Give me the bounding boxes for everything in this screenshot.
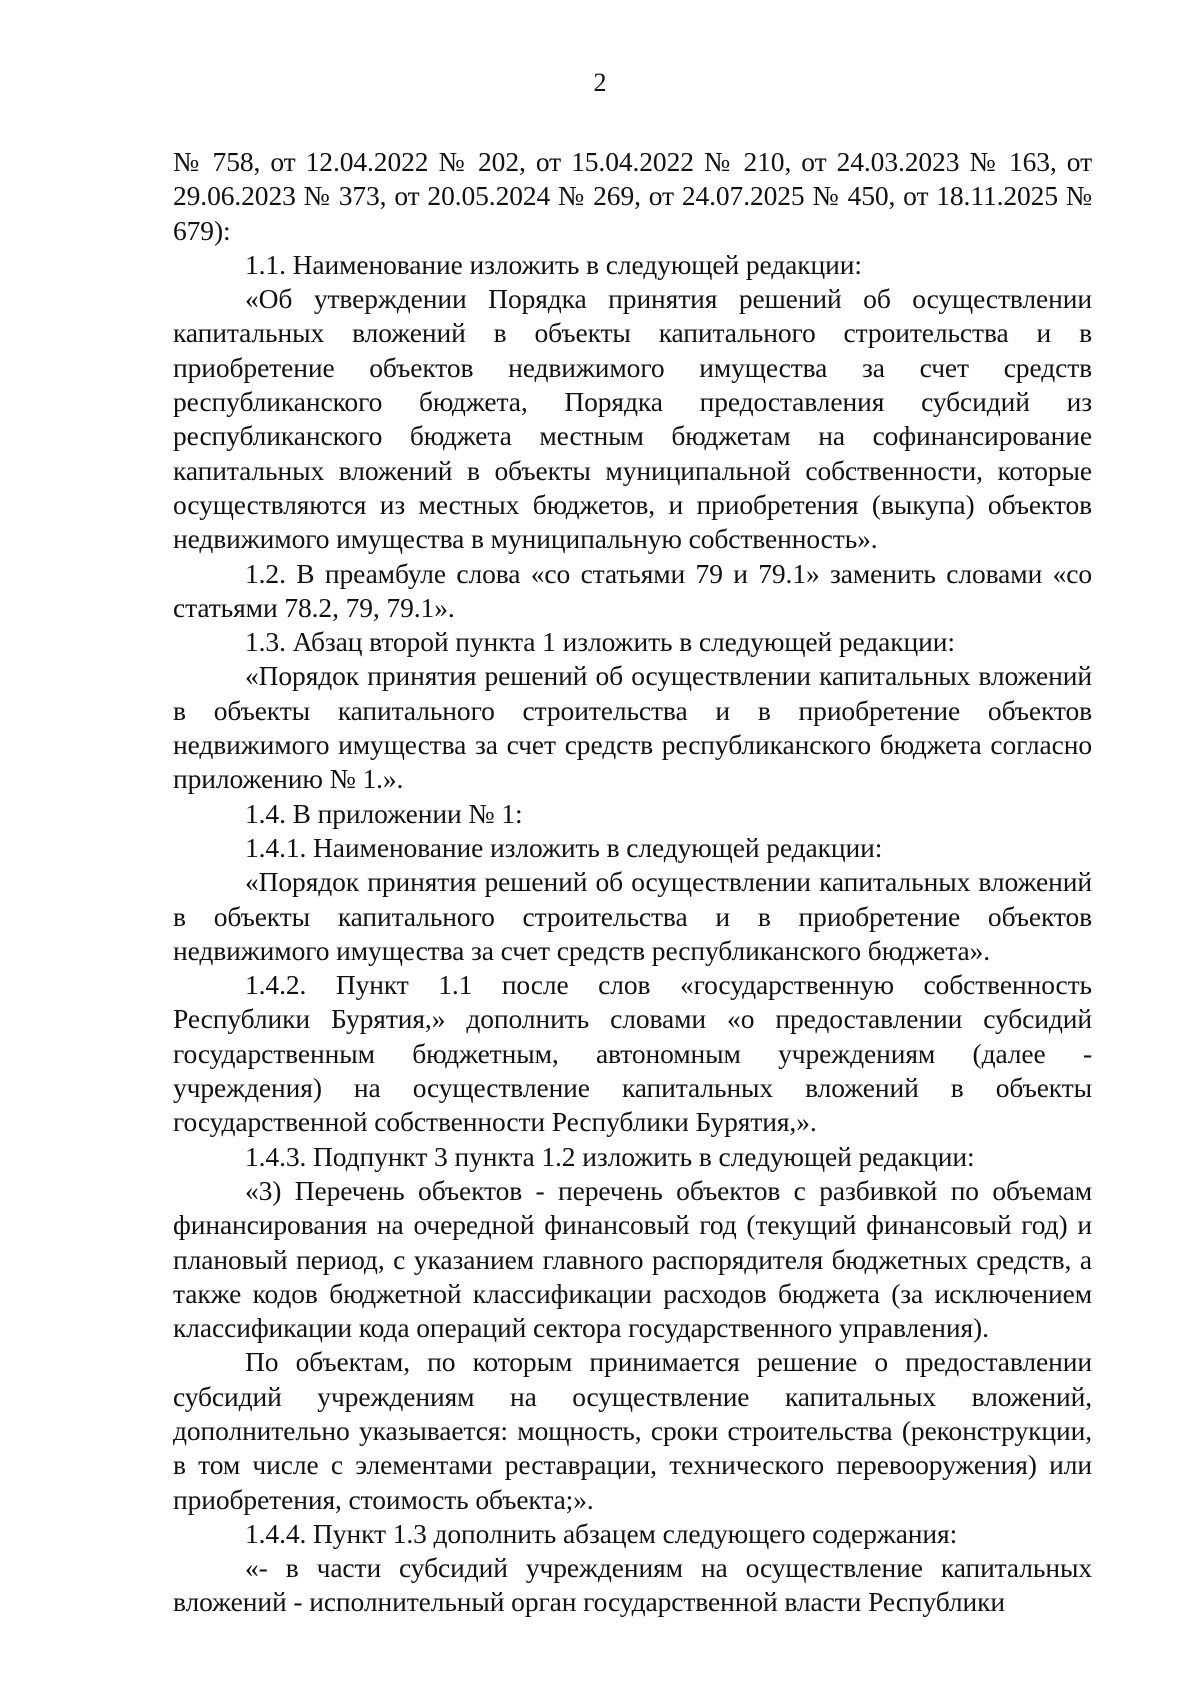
paragraph-1-4-3: 1.4.3. Подпункт 3 пункта 1.2 изложить в следующей редакции: xyxy=(245,1140,975,1172)
paragraph-1-1: 1.1. Наименование изложить в следующей редакции: xyxy=(245,248,862,280)
document-body xyxy=(173,145,1092,1620)
paragraph-1-4-2: 1.4.2. Пункт 1.1 после слов «государственную собственность Республики Бурятия,» дополнить словами «о предоставлении субсидий государственным бюджетным, автономным учреждениям (далее - учреждения) на осуществление капитальных вложений в объекты государственной собственности Республики Бурятия,». xyxy=(173,969,1092,1138)
paragraph-1-4-3-quote: «3) Перечень объектов - перечень объектов с разбивкой по объемам финансирования на очередной финансовый год (текущий финансовый год) и плановый период, с указанием главного распорядителя бюджетных средств, а также кодов бюджетной классификации расходов бюджета (за исключением классификации кода операций сектора государственного управления). xyxy=(173,1174,1092,1344)
paragraph-1-2: 1.2. В преамбуле слова «со статьями 79 и 79.1» заменить словами «со статьями 78.2, 79, 79.1». xyxy=(173,557,1092,623)
paragraph-1-3: 1.3. Абзац второй пункта 1 изложить в следующей редакции: xyxy=(245,626,955,658)
paragraph-1-4-4: 1.4.4. Пункт 1.3 дополнить абзацем следующего содержания: xyxy=(245,1517,958,1549)
paragraph-1-4-1-quote: «Порядок принятия решений об осуществлении капитальных вложений в объекты капитального строительства и в приобретение объектов недвижимого имущества за счет средств республиканского бюджета». xyxy=(173,866,1092,966)
paragraph-continuation: № 758, от 12.04.2022 № 202, от 15.04.2022 № 210, от 24.03.2023 № 163, от 29.06.2023 № 373, от 20.05.2024 № 269, от 24.07.2025 № 450, от 18.11.2025 № 679): xyxy=(173,146,1092,246)
paragraph-1-3-quote: «Порядок принятия решений об осуществлении капитальных вложений в объекты капитального строительства и в приобретение объектов недвижимого имущества за счет средств республиканского бюджета согласно приложению № 1.». xyxy=(173,660,1092,795)
paragraph-1-4-1: 1.4.1. Наименование изложить в следующей редакции: xyxy=(245,831,883,863)
paragraph-1-4-3-objects: По объектам, по которым принимается решение о предоставлении субсидий учреждениям на осуществление капитальных вложений, дополнительно указывается: мощность, сроки строительства (реконструкции, в том числе с элементами реставрации, технического перевооружения) или приобретения, стоимость объекта;». xyxy=(173,1346,1092,1515)
paragraph-1-1-quote: «Об утверждении Порядка принятия решений об осуществлении капитальных вложений в объекты капитального строительства и в приобретение объектов недвижимого имущества за счет средств республиканского бюджета, Порядка предоставления субсидий из республиканского бюджета местным бюджетам на софинансирование капитальных вложений в объекты муниципальной собственности, которые осуществляются из местных бюджетов, и приобретения (выкупа) объектов недвижимого имущества в муниципальную собственность». xyxy=(173,283,1092,555)
paragraph-1-4: 1.4. В приложении № 1: xyxy=(245,797,523,829)
paragraph-1-4-4-quote: «- в части субсидий учреждениям на осуществление капитальных вложений - исполнительный орган государственной власти Республики xyxy=(173,1552,1092,1618)
page-number: 2 xyxy=(593,68,607,97)
